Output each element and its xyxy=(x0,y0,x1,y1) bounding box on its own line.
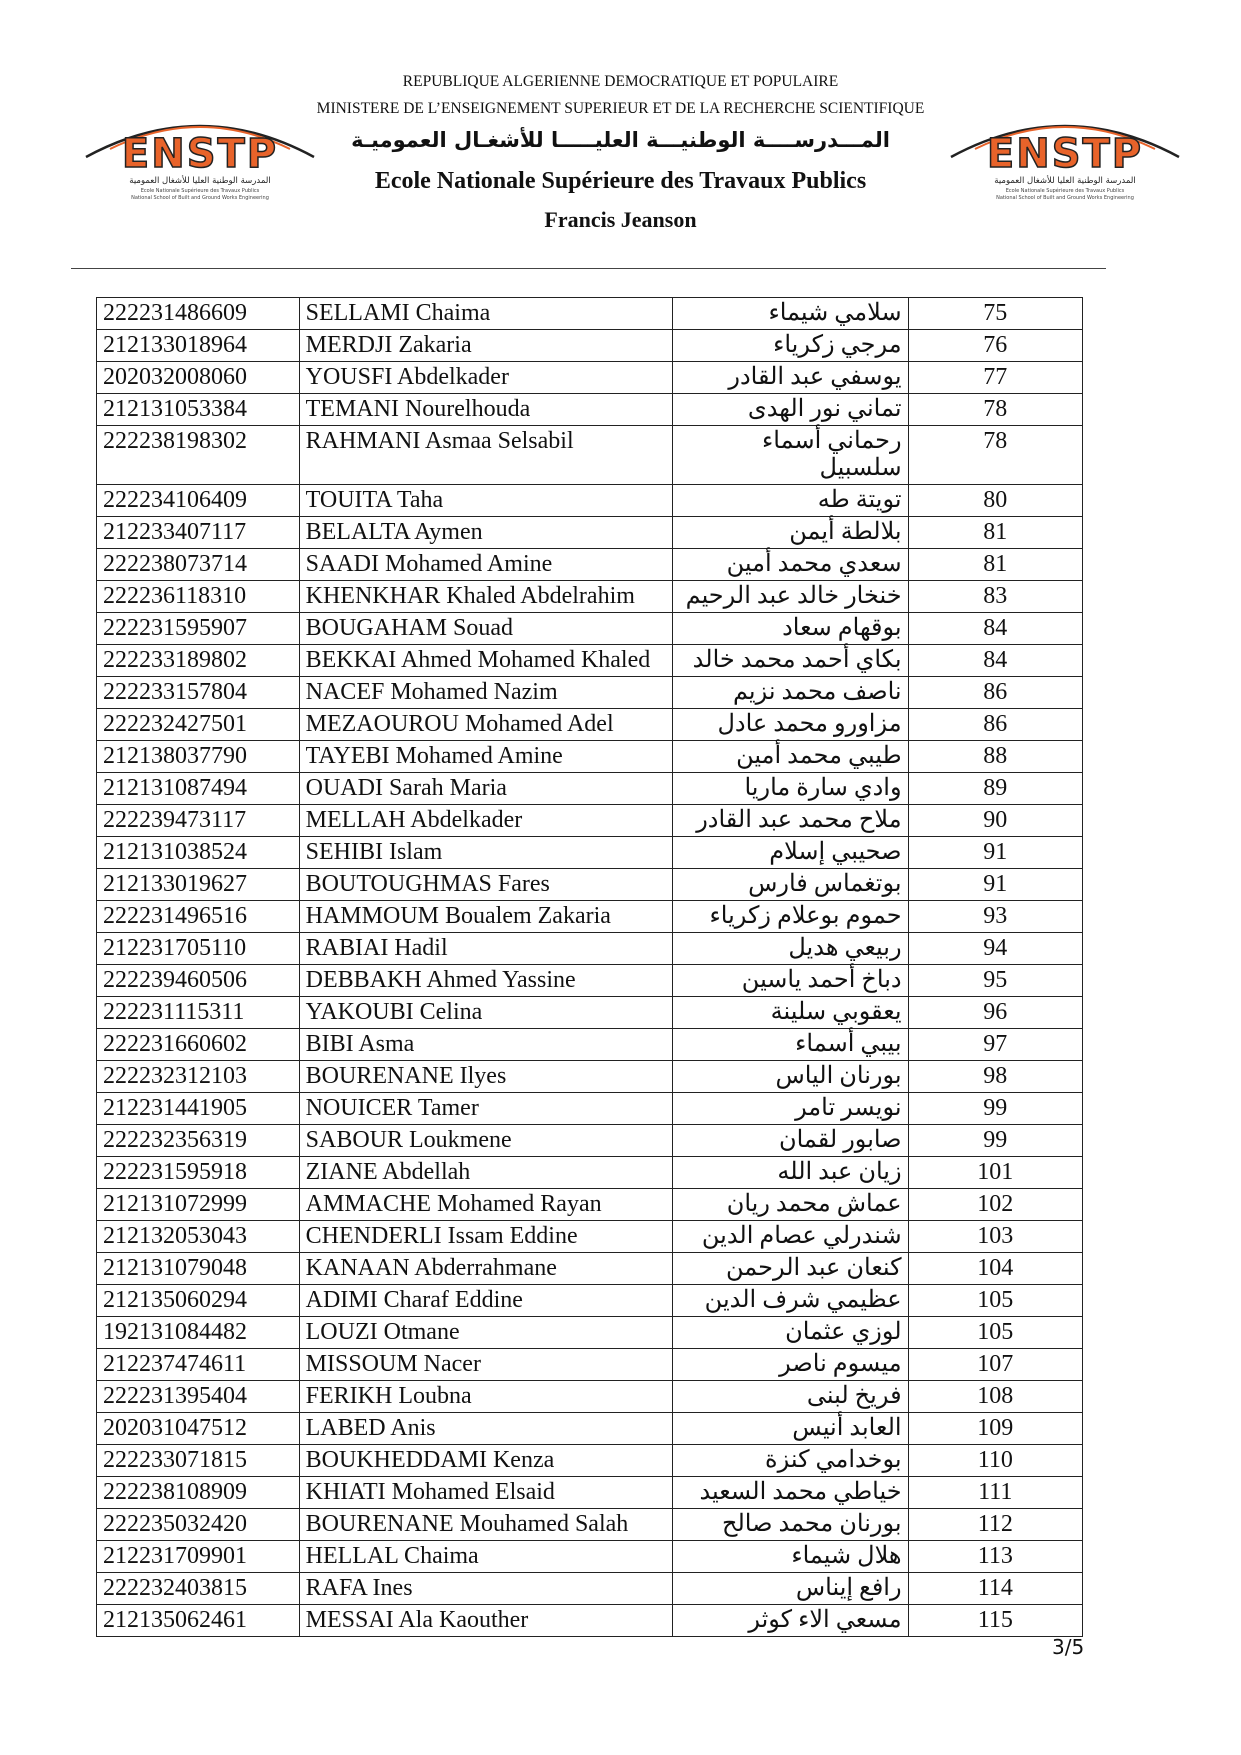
table-row xyxy=(97,1253,1083,1285)
student-id-cell: 222239460506 xyxy=(97,965,300,997)
logo-english-2: National School of Built and Ground Works Engineering xyxy=(996,195,1134,201)
student-rank-cell: 111 xyxy=(908,1477,1082,1509)
student-id-cell: 212135062461 xyxy=(97,1605,300,1637)
student-name-cell: TEMANI Nourelhouda xyxy=(299,394,672,426)
logo-text: ENSTP xyxy=(121,131,279,177)
table-row xyxy=(97,901,1083,933)
table-row xyxy=(97,645,1083,677)
student-rank-cell: 101 xyxy=(908,1157,1082,1189)
enstp-logo-left xyxy=(80,105,320,205)
student-id-cell: 222231395404 xyxy=(97,1381,300,1413)
student-rank-cell: 94 xyxy=(908,933,1082,965)
student-id-cell: 202032008060 xyxy=(97,362,300,394)
student-name-cell: MESSAI Ala Kaouther xyxy=(299,1605,672,1637)
student-arabic-name-cell: نويسر تامر xyxy=(672,1093,908,1125)
table-row xyxy=(97,1605,1083,1637)
header-school-subname: Francis Jeanson xyxy=(544,207,697,232)
student-rank-cell: 86 xyxy=(908,677,1082,709)
student-id-cell: 212233407117 xyxy=(97,517,300,549)
student-id-cell: 212131079048 xyxy=(97,1253,300,1285)
student-arabic-name-cell: وادي سارة ماريا xyxy=(672,773,908,805)
table-row xyxy=(97,1541,1083,1573)
student-arabic-name-cell: مسعي الاء كوثر xyxy=(672,1605,908,1637)
student-id-cell: 222231660602 xyxy=(97,1029,300,1061)
student-name-cell: BOURENANE Mouhamed Salah xyxy=(299,1509,672,1541)
student-rank-cell: 110 xyxy=(908,1445,1082,1477)
table-row xyxy=(97,805,1083,837)
student-rank-cell: 104 xyxy=(908,1253,1082,1285)
table-row xyxy=(97,1157,1083,1189)
header-ministry: MINISTERE DE L’ENSEIGNEMENT SUPERIEUR ET DE LA RECHERCHE SCIENTIFIQUE xyxy=(316,100,925,117)
student-arabic-name-cell: بكاي أحمد محمد خالد xyxy=(672,645,908,677)
student-name-cell: ZIANE Abdellah xyxy=(299,1157,672,1189)
student-id-cell: 212231441905 xyxy=(97,1093,300,1125)
student-id-cell: 212237474611 xyxy=(97,1349,300,1381)
student-rank-cell: 95 xyxy=(908,965,1082,997)
table-row xyxy=(97,1317,1083,1349)
student-name-cell: KANAAN Abderrahmane xyxy=(299,1253,672,1285)
student-rank-cell: 115 xyxy=(908,1605,1082,1637)
table-row xyxy=(97,773,1083,805)
logo-english: Ecole Nationale Supérieure des Travaux Publics xyxy=(140,188,260,194)
student-id-cell: 222231595907 xyxy=(97,613,300,645)
student-id-cell: 212132053043 xyxy=(97,1221,300,1253)
student-arabic-name-cell: يوسفي عبد القادر xyxy=(672,362,908,394)
table-row xyxy=(97,1445,1083,1477)
student-name-cell: ADIMI Charaf Eddine xyxy=(299,1285,672,1317)
student-id-cell: 222233071815 xyxy=(97,1445,300,1477)
student-rank-cell: 108 xyxy=(908,1381,1082,1413)
student-rank-cell: 91 xyxy=(908,837,1082,869)
student-id-cell: 212131053384 xyxy=(97,394,300,426)
student-name-cell: MEZAOUROU Mohamed Adel xyxy=(299,709,672,741)
table-row xyxy=(97,485,1083,517)
student-name-cell: SABOUR Loukmene xyxy=(299,1125,672,1157)
student-arabic-name-cell: عظيمي شرف الدين xyxy=(672,1285,908,1317)
student-name-cell: RAHMANI Asmaa Selsabil xyxy=(299,426,672,485)
student-arabic-name-cell: هلال شيماء xyxy=(672,1541,908,1573)
header-arabic-school: المـــدرســــة الوطنيـــة العليـــــا للأشغـال العموميـة xyxy=(351,128,890,152)
student-name-cell: BELALTA Aymen xyxy=(299,517,672,549)
student-rank-cell: 99 xyxy=(908,1093,1082,1125)
table-row xyxy=(97,517,1083,549)
student-rank-cell: 91 xyxy=(908,869,1082,901)
student-id-cell: 222232312103 xyxy=(97,1061,300,1093)
table-row xyxy=(97,677,1083,709)
student-id-cell: 212131072999 xyxy=(97,1189,300,1221)
table-row xyxy=(97,1125,1083,1157)
student-rank-cell: 105 xyxy=(908,1317,1082,1349)
table-row xyxy=(97,997,1083,1029)
table-row xyxy=(97,965,1083,997)
table-row xyxy=(97,1381,1083,1413)
student-arabic-name-cell: لوزي عثمان xyxy=(672,1317,908,1349)
student-id-cell: 222231486609 xyxy=(97,298,300,330)
table-row xyxy=(97,1477,1083,1509)
student-name-cell: KHIATI Mohamed Elsaid xyxy=(299,1477,672,1509)
student-name-cell: NOUICER Tamer xyxy=(299,1093,672,1125)
table-row xyxy=(97,1061,1083,1093)
student-rank-cell: 90 xyxy=(908,805,1082,837)
student-name-cell: CHENDERLI Issam Eddine xyxy=(299,1221,672,1253)
logo-english-2: National School of Built and Ground Works Engineering xyxy=(131,195,269,201)
student-rank-cell: 112 xyxy=(908,1509,1082,1541)
student-rank-cell: 114 xyxy=(908,1573,1082,1605)
student-rank-cell: 113 xyxy=(908,1541,1082,1573)
student-arabic-name-cell: رحماني أسماء سلسبيل xyxy=(672,426,908,485)
student-arabic-name-cell: خنخار خالد عبد الرحيم xyxy=(672,581,908,613)
student-arabic-name-cell: بورنان محمد صالح xyxy=(672,1509,908,1541)
student-rank-cell: 97 xyxy=(908,1029,1082,1061)
student-name-cell: RAFA Ines xyxy=(299,1573,672,1605)
student-arabic-name-cell: ناصف محمد نزيم xyxy=(672,677,908,709)
student-id-cell: 222233189802 xyxy=(97,645,300,677)
student-rank-cell: 76 xyxy=(908,330,1082,362)
student-name-cell: MISSOUM Nacer xyxy=(299,1349,672,1381)
student-arabic-name-cell: بورنان الياس xyxy=(672,1061,908,1093)
student-name-cell: BOUTOUGHMAS Fares xyxy=(299,869,672,901)
student-rank-cell: 75 xyxy=(908,298,1082,330)
student-rank-cell: 81 xyxy=(908,517,1082,549)
student-name-cell: NACEF Mohamed Nazim xyxy=(299,677,672,709)
student-name-cell: SEHIBI Islam xyxy=(299,837,672,869)
student-rank-cell: 105 xyxy=(908,1285,1082,1317)
logo-english: Ecole Nationale Supérieure des Travaux Publics xyxy=(1005,188,1125,194)
student-name-cell: TAYEBI Mohamed Amine xyxy=(299,741,672,773)
student-arabic-name-cell: سلامي شيماء xyxy=(672,298,908,330)
student-arabic-name-cell: رافع إيناس xyxy=(672,1573,908,1605)
student-id-cell: 212131087494 xyxy=(97,773,300,805)
student-rank-cell: 102 xyxy=(908,1189,1082,1221)
student-arabic-name-cell: بيبي أسماء xyxy=(672,1029,908,1061)
student-rank-cell: 88 xyxy=(908,741,1082,773)
student-arabic-name-cell: حموم بوعلام زكرياء xyxy=(672,901,908,933)
logo-arabic: المدرسة الوطنية العليا للأشغال العمومية xyxy=(994,176,1136,186)
student-id-cell: 222238198302 xyxy=(97,426,300,485)
student-id-cell: 212131038524 xyxy=(97,837,300,869)
student-id-cell: 212135060294 xyxy=(97,1285,300,1317)
student-name-cell: LABED Anis xyxy=(299,1413,672,1445)
student-arabic-name-cell: مرجي زكرياء xyxy=(672,330,908,362)
table-row xyxy=(97,362,1083,394)
student-arabic-name-cell: طيبي محمد أمين xyxy=(672,741,908,773)
student-arabic-name-cell: بوخدامي كنزة xyxy=(672,1445,908,1477)
table-row xyxy=(97,581,1083,613)
student-name-cell: HELLAL Chaima xyxy=(299,1541,672,1573)
student-name-cell: FERIKH Loubna xyxy=(299,1381,672,1413)
student-rank-cell: 77 xyxy=(908,362,1082,394)
student-name-cell: MELLAH Abdelkader xyxy=(299,805,672,837)
student-arabic-name-cell: بوتغماس فارس xyxy=(672,869,908,901)
student-arabic-name-cell: فريخ لبنى xyxy=(672,1381,908,1413)
table-row xyxy=(97,549,1083,581)
student-rank-cell: 83 xyxy=(908,581,1082,613)
enstp-logo-right xyxy=(945,105,1185,205)
student-id-cell: 212138037790 xyxy=(97,741,300,773)
student-rank-cell: 81 xyxy=(908,549,1082,581)
student-name-cell: SELLAMI Chaima xyxy=(299,298,672,330)
table-row xyxy=(97,1221,1083,1253)
student-id-cell: 192131084482 xyxy=(97,1317,300,1349)
student-arabic-name-cell: العابد أنيس xyxy=(672,1413,908,1445)
student-id-cell: 212133018964 xyxy=(97,330,300,362)
student-name-cell: YAKOUBI Celina xyxy=(299,997,672,1029)
student-arabic-name-cell: بلالطة أيمن xyxy=(672,517,908,549)
student-rank-cell: 107 xyxy=(908,1349,1082,1381)
student-name-cell: KHENKHAR Khaled Abdelrahim xyxy=(299,581,672,613)
student-rank-cell: 80 xyxy=(908,485,1082,517)
header-republic: REPUBLIQUE ALGERIENNE DEMOCRATIQUE ET POPULAIRE xyxy=(402,73,839,90)
student-name-cell: BOURENANE Ilyes xyxy=(299,1061,672,1093)
student-id-cell: 212231709901 xyxy=(97,1541,300,1573)
table-row xyxy=(97,1413,1083,1445)
student-rank-cell: 98 xyxy=(908,1061,1082,1093)
student-id-cell: 222231595918 xyxy=(97,1157,300,1189)
student-arabic-name-cell: شندرلي عصام الدين xyxy=(672,1221,908,1253)
student-rank-cell: 96 xyxy=(908,997,1082,1029)
student-name-cell: MERDJI Zakaria xyxy=(299,330,672,362)
student-rank-cell: 89 xyxy=(908,773,1082,805)
header-divider xyxy=(71,268,1106,269)
student-rank-cell: 86 xyxy=(908,709,1082,741)
table-row xyxy=(97,426,1083,485)
table-row xyxy=(97,1509,1083,1541)
student-rank-cell: 103 xyxy=(908,1221,1082,1253)
table-row xyxy=(97,869,1083,901)
student-arabic-name-cell: سعدي محمد أمين xyxy=(672,549,908,581)
student-name-cell: HAMMOUM Boualem Zakaria xyxy=(299,901,672,933)
student-name-cell: BIBI Asma xyxy=(299,1029,672,1061)
table-row xyxy=(97,837,1083,869)
student-id-cell: 222231496516 xyxy=(97,901,300,933)
student-id-cell: 222234106409 xyxy=(97,485,300,517)
student-arabic-name-cell: صحيبي إسلام xyxy=(672,837,908,869)
logo-arabic: المدرسة الوطنية العليا للأشغال العمومية xyxy=(129,176,271,186)
student-arabic-name-cell: ربيعي هديل xyxy=(672,933,908,965)
student-rank-cell: 78 xyxy=(908,394,1082,426)
header-school-name: Ecole Nationale Supérieure des Travaux Publics xyxy=(374,168,867,194)
student-rank-cell: 109 xyxy=(908,1413,1082,1445)
student-name-cell: TOUITA Taha xyxy=(299,485,672,517)
student-id-cell: 222235032420 xyxy=(97,1509,300,1541)
table-row xyxy=(97,330,1083,362)
student-table-body xyxy=(97,298,1083,1637)
student-rank-cell: 84 xyxy=(908,645,1082,677)
student-name-cell: SAADI Mohamed Amine xyxy=(299,549,672,581)
table-row xyxy=(97,613,1083,645)
student-id-cell: 222232356319 xyxy=(97,1125,300,1157)
student-name-cell: OUADI Sarah Maria xyxy=(299,773,672,805)
student-arabic-name-cell: بوقهام سعاد xyxy=(672,613,908,645)
student-name-cell: BEKKAI Ahmed Mohamed Khaled xyxy=(299,645,672,677)
student-id-cell: 222238108909 xyxy=(97,1477,300,1509)
student-rank-cell: 93 xyxy=(908,901,1082,933)
student-id-cell: 212133019627 xyxy=(97,869,300,901)
student-name-cell: RABIAI Hadil xyxy=(299,933,672,965)
table-row xyxy=(97,1093,1083,1125)
student-table xyxy=(96,297,1083,1637)
student-id-cell: 222232403815 xyxy=(97,1573,300,1605)
table-row xyxy=(97,741,1083,773)
table-row xyxy=(97,933,1083,965)
table-row xyxy=(97,709,1083,741)
student-id-cell: 222232427501 xyxy=(97,709,300,741)
student-id-cell: 212231705110 xyxy=(97,933,300,965)
table-row xyxy=(97,1029,1083,1061)
table-row xyxy=(97,394,1083,426)
student-arabic-name-cell: دباخ أحمد ياسين xyxy=(672,965,908,997)
student-arabic-name-cell: زيان عبد الله xyxy=(672,1157,908,1189)
student-arabic-name-cell: تويتة طه xyxy=(672,485,908,517)
student-name-cell: AMMACHE Mohamed Rayan xyxy=(299,1189,672,1221)
student-rank-cell: 78 xyxy=(908,426,1082,485)
student-arabic-name-cell: مزاورو محمد عادل xyxy=(672,709,908,741)
student-name-cell: DEBBAKH Ahmed Yassine xyxy=(299,965,672,997)
student-arabic-name-cell: خياطي محمد السعيد xyxy=(672,1477,908,1509)
page-number: 3/5 xyxy=(1052,1635,1085,1659)
student-name-cell: YOUSFI Abdelkader xyxy=(299,362,672,394)
student-id-cell: 222239473117 xyxy=(97,805,300,837)
table-row xyxy=(97,298,1083,330)
student-rank-cell: 84 xyxy=(908,613,1082,645)
student-arabic-name-cell: كنعان عبد الرحمن xyxy=(672,1253,908,1285)
student-arabic-name-cell: صابور لقمان xyxy=(672,1125,908,1157)
student-arabic-name-cell: ملاح محمد عبد القادر xyxy=(672,805,908,837)
student-id-cell: 202031047512 xyxy=(97,1413,300,1445)
student-id-cell: 222236118310 xyxy=(97,581,300,613)
student-name-cell: LOUZI Otmane xyxy=(299,1317,672,1349)
student-rank-cell: 99 xyxy=(908,1125,1082,1157)
student-arabic-name-cell: يعقوبي سلينة xyxy=(672,997,908,1029)
logo-text: ENSTP xyxy=(986,131,1144,177)
student-id-cell: 222231115311 xyxy=(97,997,300,1029)
student-id-cell: 222238073714 xyxy=(97,549,300,581)
student-arabic-name-cell: ميسوم ناصر xyxy=(672,1349,908,1381)
table-row xyxy=(97,1285,1083,1317)
student-name-cell: BOUGAHAM Souad xyxy=(299,613,672,645)
table-row xyxy=(97,1349,1083,1381)
student-name-cell: BOUKHEDDAMI Kenza xyxy=(299,1445,672,1477)
student-id-cell: 222233157804 xyxy=(97,677,300,709)
table-row xyxy=(97,1573,1083,1605)
table-row xyxy=(97,1189,1083,1221)
student-arabic-name-cell: عماش محمد ريان xyxy=(672,1189,908,1221)
student-arabic-name-cell: تماني نور الهدى xyxy=(672,394,908,426)
